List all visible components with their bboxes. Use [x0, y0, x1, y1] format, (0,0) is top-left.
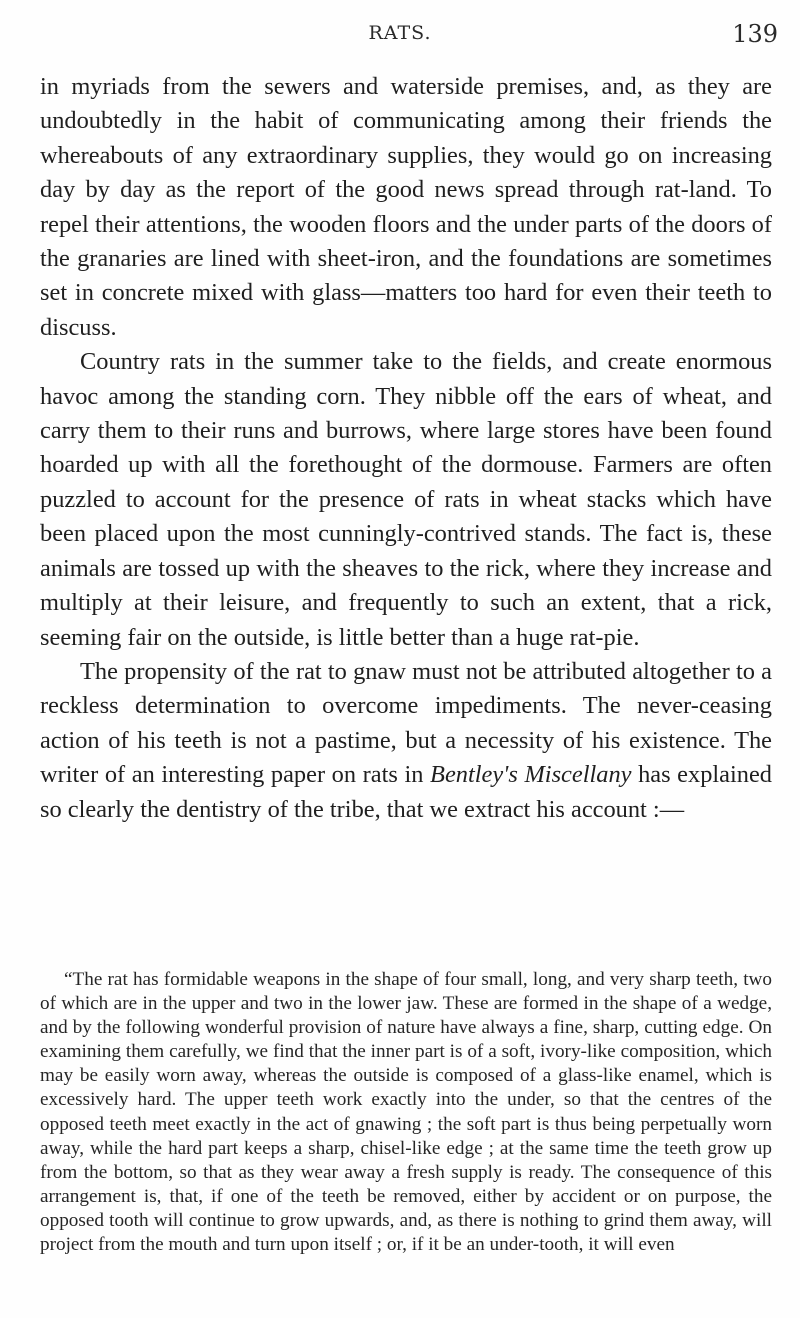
paragraph-2: Country rats in the summer take to the fields, and create enormous havoc among the standing corn. They nibble off the ears of wheat, and carry them to their runs and burrows, where large stores have been found hoarded up with all the forethought of the dormouse. Farmers are often puzzled to account for the presence of rats in wheat stacks which have been placed upon the most cunningly-contrived stands. The fact is, these animals are tossed up with the sheaves to the rick, where they increase and multiply at their leisure, and frequently to such an extent, that a rick, seeming fair on the outside, is little better than a huge rat-pie. [40, 348, 772, 651]
paragraph-3-text-start: The propensity of the rat to gnaw must not be attributed altogether to a reckless determination to overcome impediments. The never-ceasing action of his teeth is not a pastime, but a necessity of his existence. The writer of an interesting paper on rats in [40, 657, 772, 789]
running-title: RATS. [368, 22, 432, 44]
paragraph-1: in myriads from the sewers and waterside premises, and, as they are undoubtedly in the habit of communicating among their friends the whereabouts of any extraordinary supplies, they would go on increasing day by day as the report of the good news spread through rat-land. To repel their attentions, the wooden floors and the under parts of the doors of the granaries are lined with sheet-iron, and the foundations are sometimes set in concrete mixed with glass—matters too hard for even their teeth to discuss. [40, 73, 772, 341]
quotation-text: “The rat has formidable weapons in the shape of four small, long, and very sharp teeth, two of which are in the upper and two in the lower jaw. These are formed in the shape of a wedge, and by the following wonderful provision of nature have always a fine, sharp, cutting edge. On examining them carefully, we find that the inner part is of a soft, ivory-like composition, which may be easily worn away, whereas the outside is composed of a glass-like enamel, which is excessively hard. The upper teeth work exactly into the under, so that the centres of the opposed teeth meet exactly in the act of gnawing ; the soft part is thus being perpetually worn away, while the hard part keeps a sharp, chisel-like edge ; at the same time the teeth grow up from the bottom, so that as they wear away a fresh supply is ready. The consequence of this arrangement is, that, if one of the teeth be removed, either by accident or on purpose, the opposed tooth will continue to grow upwards, and, as there is nothing to grind them away, will project from the mouth and turn upon itself ; or, if it be an under-tooth, it will even [40, 969, 772, 1256]
body-text [40, 70, 772, 827]
cited-publication-title: Bentley's Miscellany [430, 761, 632, 789]
page-number: 139 [732, 20, 778, 48]
block-quotation [40, 968, 772, 1257]
paragraph-3 [40, 655, 772, 827]
paragraph-3-text-end: has explained so clearly the dentistry of the tribe, that we extract his account :— [40, 761, 772, 823]
